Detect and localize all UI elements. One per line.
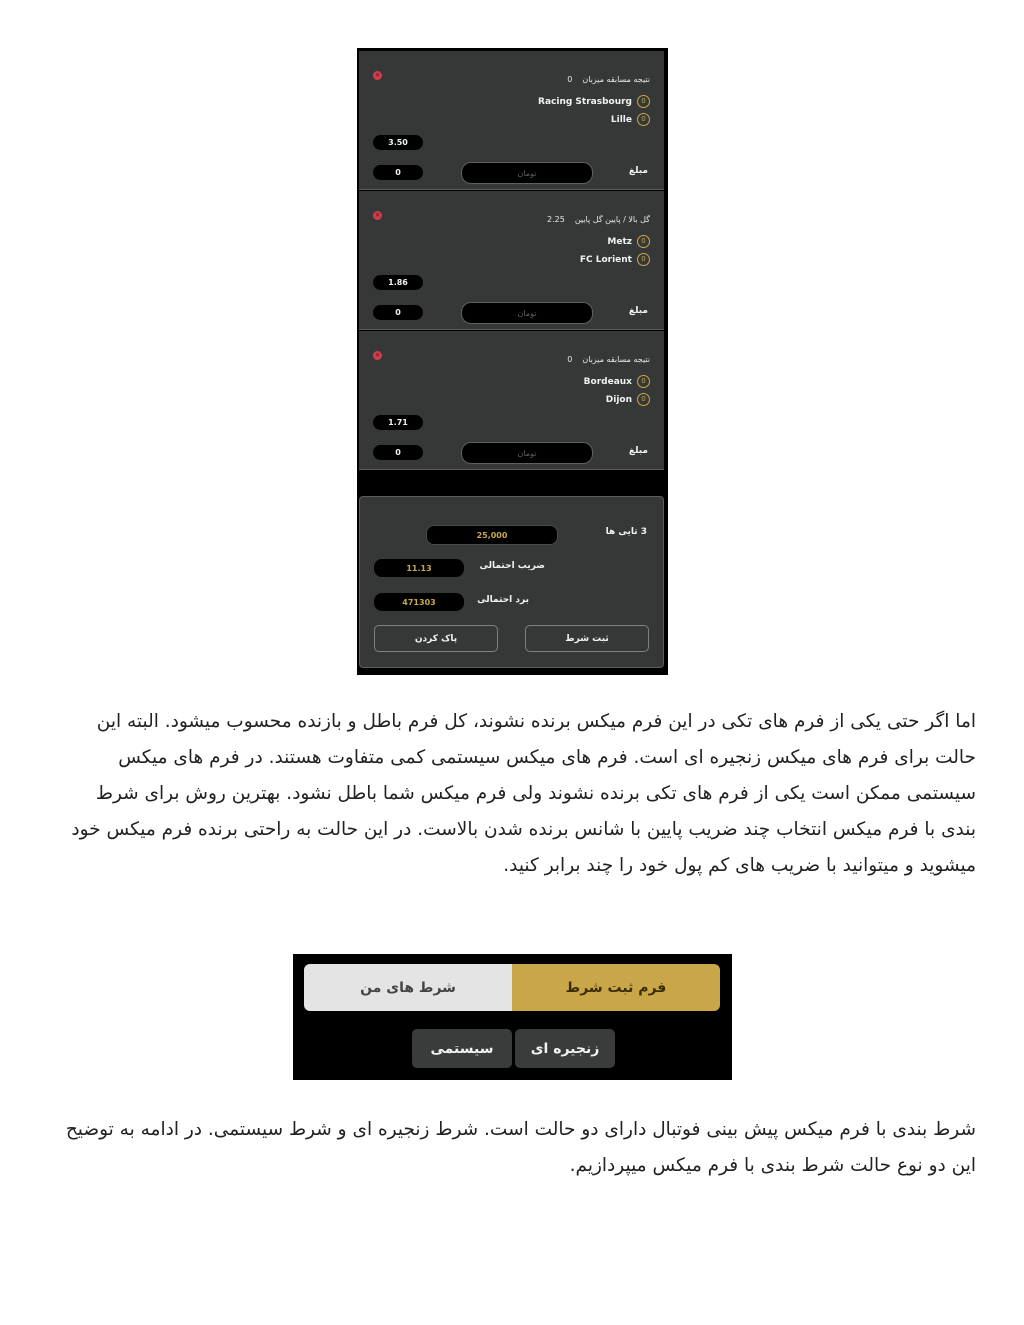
odds-badge: 1.86 <box>373 275 423 290</box>
bet-card-1 <box>359 51 664 190</box>
combo-stake-input[interactable]: 25,000 <box>426 525 558 545</box>
win-label: برد احتمالی <box>477 595 529 605</box>
tab-my-bets[interactable]: شرط های من <box>304 964 512 1011</box>
market-label: نتیجه مسابقه میزبان0 <box>567 75 650 84</box>
system-bet-button[interactable]: سیستمی <box>412 1029 512 1068</box>
odds-label: ضریب احتمالی <box>479 561 545 571</box>
bet-card-3 <box>359 331 664 470</box>
body-paragraph-2: شرط بندی با فرم میکس پیش بینی فوتبال دارای دو حالت است. شرط زنجیره ای و شرط سیستمی. در ادامه به توضیح این دو نوع حالت شرط بندی با فرم میکس میپردازیم. <box>65 1119 976 1176</box>
amount-label: مبلغ <box>628 166 648 176</box>
stake-value: 0 <box>373 305 423 320</box>
close-icon[interactable]: × <box>374 71 381 79</box>
win-value: 471303 <box>374 593 464 611</box>
body-paragraph-1: اما اگر حتی یکی از فرم های تکی در این فرم میکس برنده نشوند، کل فرم باطل و بازنده محسوب میشود. البته این حالت برای فرم های میکس زنجیره ای است. فرم های میکس سیستمی کمی متفاوت هستند. در فرم های میکس سیستمی ممکن است یکی از فرم های تکی برنده نشوند ولی فرم میکس شما باطل نشود. بهترین روش برای شرط بندی با فرم میکس انتخاب چند ضریب پایین با شانس برنده شدن بالاست. در این حالت به راحتی برنده فرم میکس خود میشوید و میتوانید با ضریب های کم پول خود را چند برابر کنید. <box>71 711 976 876</box>
close-icon[interactable]: × <box>374 211 381 219</box>
bet-type-tabs-screenshot <box>293 954 732 1080</box>
combo-label: 3 تایی ها <box>605 527 647 537</box>
team-away: 0 Lille <box>611 113 650 126</box>
amount-label: مبلغ <box>628 306 648 316</box>
stake-value: 0 <box>373 445 423 460</box>
close-icon[interactable]: × <box>374 351 381 359</box>
tab-bet-form[interactable]: فرم ثبت شرط <box>512 964 720 1011</box>
team-home: 0 Bordeaux <box>584 375 650 388</box>
team-away: 0 FC Lorient <box>580 253 650 266</box>
amount-input[interactable]: تومان <box>461 302 593 324</box>
team-away: 0 Dijon <box>606 393 650 406</box>
team-home: 0 Racing Strasbourg <box>538 95 650 108</box>
odds-value: 11.13 <box>374 559 464 577</box>
amount-input[interactable]: تومان <box>461 162 593 184</box>
clear-button[interactable]: پاک کردن <box>374 625 498 652</box>
bet-card-2 <box>359 191 664 330</box>
odds-badge: 1.71 <box>373 415 423 430</box>
amount-input[interactable]: تومان <box>461 442 593 464</box>
bet-summary <box>359 496 664 668</box>
chain-bet-button[interactable]: زنجیره ای <box>515 1029 615 1068</box>
odds-badge: 3.50 <box>373 135 423 150</box>
stake-value: 0 <box>373 165 423 180</box>
market-label: نتیجه مسابقه میزبان0 <box>567 355 650 364</box>
bet-slip-screenshot <box>357 48 668 675</box>
amount-label: مبلغ <box>628 446 648 456</box>
team-home: 0 Metz <box>607 235 650 248</box>
submit-bet-button[interactable]: ثبت شرط <box>525 625 649 652</box>
market-label: گل بالا / پایین گل پایین2.25 <box>547 215 650 224</box>
